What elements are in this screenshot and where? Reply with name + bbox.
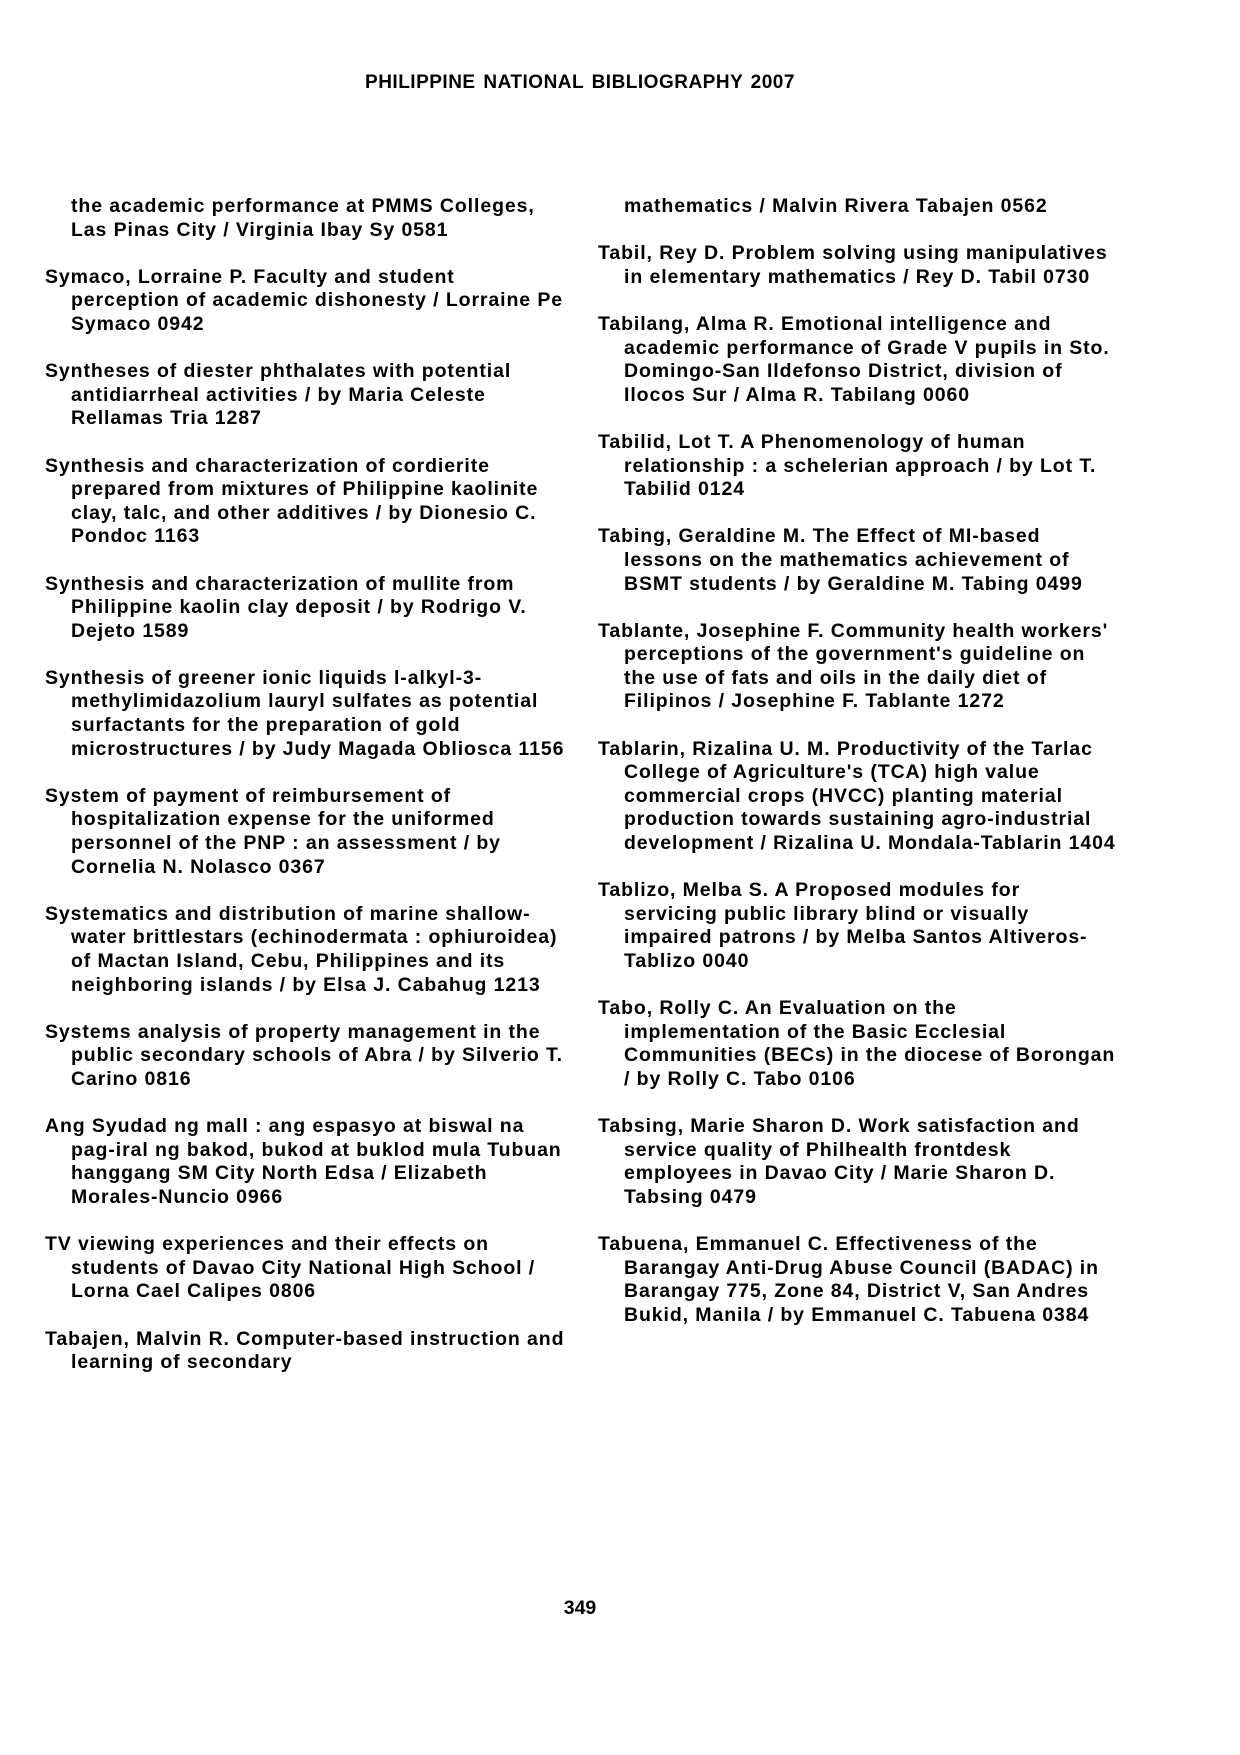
bibliography-entry: Synthesis of greener ionic liquids l-alkyl-3-methylimidazolium lauryl sulfates as potential surfactants for the preparation of gold microstructures / by Judy Magada Obliosca 1156 [45,666,565,760]
page-number: 349 [563,1597,597,1619]
bibliography-entry: Systems analysis of property management in the public secondary schools of Abra / by Silverio T. Carino 0816 [45,1020,563,1090]
bibliography-entry: Tabo, Rolly C. An Evaluation on the implementation of the Basic Ecclesial Communities (BECs) in the diocese of Borongan / by Rolly C. Tabo 0106 [598,997,1116,1090]
bibliography-entry: Tabilid, Lot T. A Phenomenology of human relationship : a schelerian approach / by Lot T. Tabilid 0124 [598,430,1097,501]
bibliography-entry: Ang Syudad ng mall : ang espasyo at biswal na pag-iral ng bakod, bukod at buklod mula Tubuan hanggang SM City North Edsa / Elizabeth Morales-Nuncio 0966 [45,1115,562,1208]
bibliography-entry: mathematics / Malvin Rivera Tabajen 0562 [624,195,1048,217]
bibliography-entry: Tablante, Josephine F. Community health workers' perceptions of the government's guideline on the use of fats and oils in the daily diet of Filipinos / Josephine F. Tablante 1272 [598,619,1109,713]
left-column [45,195,565,1398]
bibliography-entry: Tabing, Geraldine M. The Effect of MI-based lessons on the mathematics achievement of BSMT students / by Geraldine M. Tabing 0499 [598,525,1083,595]
bibliography-entry: the academic performance at PMMS Colleges, Las Pinas City / Virginia Ibay Sy 0581 [71,195,535,241]
bibliography-entry: Tabil, Rey D. Problem solving using manipulatives in elementary mathematics / Rey D. Tabil 0730 [598,242,1108,288]
bibliography-entry: Tabuena, Emmanuel C. Effectiveness of the Barangay Anti-Drug Abuse Council (BADAC) in Barangay 775, Zone 84, District V, San Andres Bukid, Manila / by Emmanuel C. Tabuena 0384 [598,1233,1099,1326]
bibliography-entry: Tabajen, Malvin R. Computer-based instruction and learning of secondary [45,1327,565,1374]
right-column [598,195,1118,1351]
bibliography-entry: TV viewing experiences and their effects on students of Davao City National High School / Lorna Cael Calipes 0806 [45,1233,536,1303]
bibliography-entry: Tabsing, Marie Sharon D. Work satisfaction and service quality of Philhealth frontdesk employees in Davao City / Marie Sharon D. Tabsing 0479 [598,1115,1080,1208]
bibliography-entry: Systematics and distribution of marine shallow-water brittlestars (echinodermata : ophiuroidea) of Mactan Island, Cebu, Philippines and its neighboring islands / by Elsa J. Cabahug 1213 [45,902,558,996]
bibliography-entry: System of payment of reimbursement of hospitalization expense for the uniformed personnel of the PNP : an assessment / by Cornelia N. Nolasco 0367 [45,784,501,878]
bibliography-entry: Syntheses of diester phthalates with potential antidiarrheal activities / by Maria Celeste Rellamas Tria 1287 [45,360,512,430]
bibliography-entry: Tablarin, Rizalina U. M. Productivity of the Tarlac College of Agriculture's (TCA) high value commercial crops (HVCC) planting material production towards sustaining agro-industrial development / Rizalina U. Mondala-Tablarin 1404 [598,737,1116,855]
bibliography-entry: Tablizo, Melba S. A Proposed modules for servicing public library blind or visually impaired patrons / by Melba Santos Altiveros-Tablizo 0040 [598,879,1088,972]
page-header: PHILIPPINE NATIONAL BIBLIOGRAPHY 2007 [365,72,795,93]
bibliography-entry: Synthesis and characterization of cordierite prepared from mixtures of Philippine kaolinite clay, talc, and other additives / by Dionesio C. Pondoc 1163 [45,454,539,548]
bibliography-entry: Synthesis and characterization of mullite from Philippine kaolin clay deposit / by Rodrigo V. Dejeto 1589 [45,572,527,642]
bibliography-entry: Tabilang, Alma R. Emotional intelligence and academic performance of Grade V pupils in Sto. Domingo-San Ildefonso District, division of Ilocos Sur / Alma R. Tabilang 0060 [598,312,1110,406]
bibliography-entry: Symaco, Lorraine P. Faculty and student perception of academic dishonesty / Lorraine Pe Symaco 0942 [45,265,564,335]
